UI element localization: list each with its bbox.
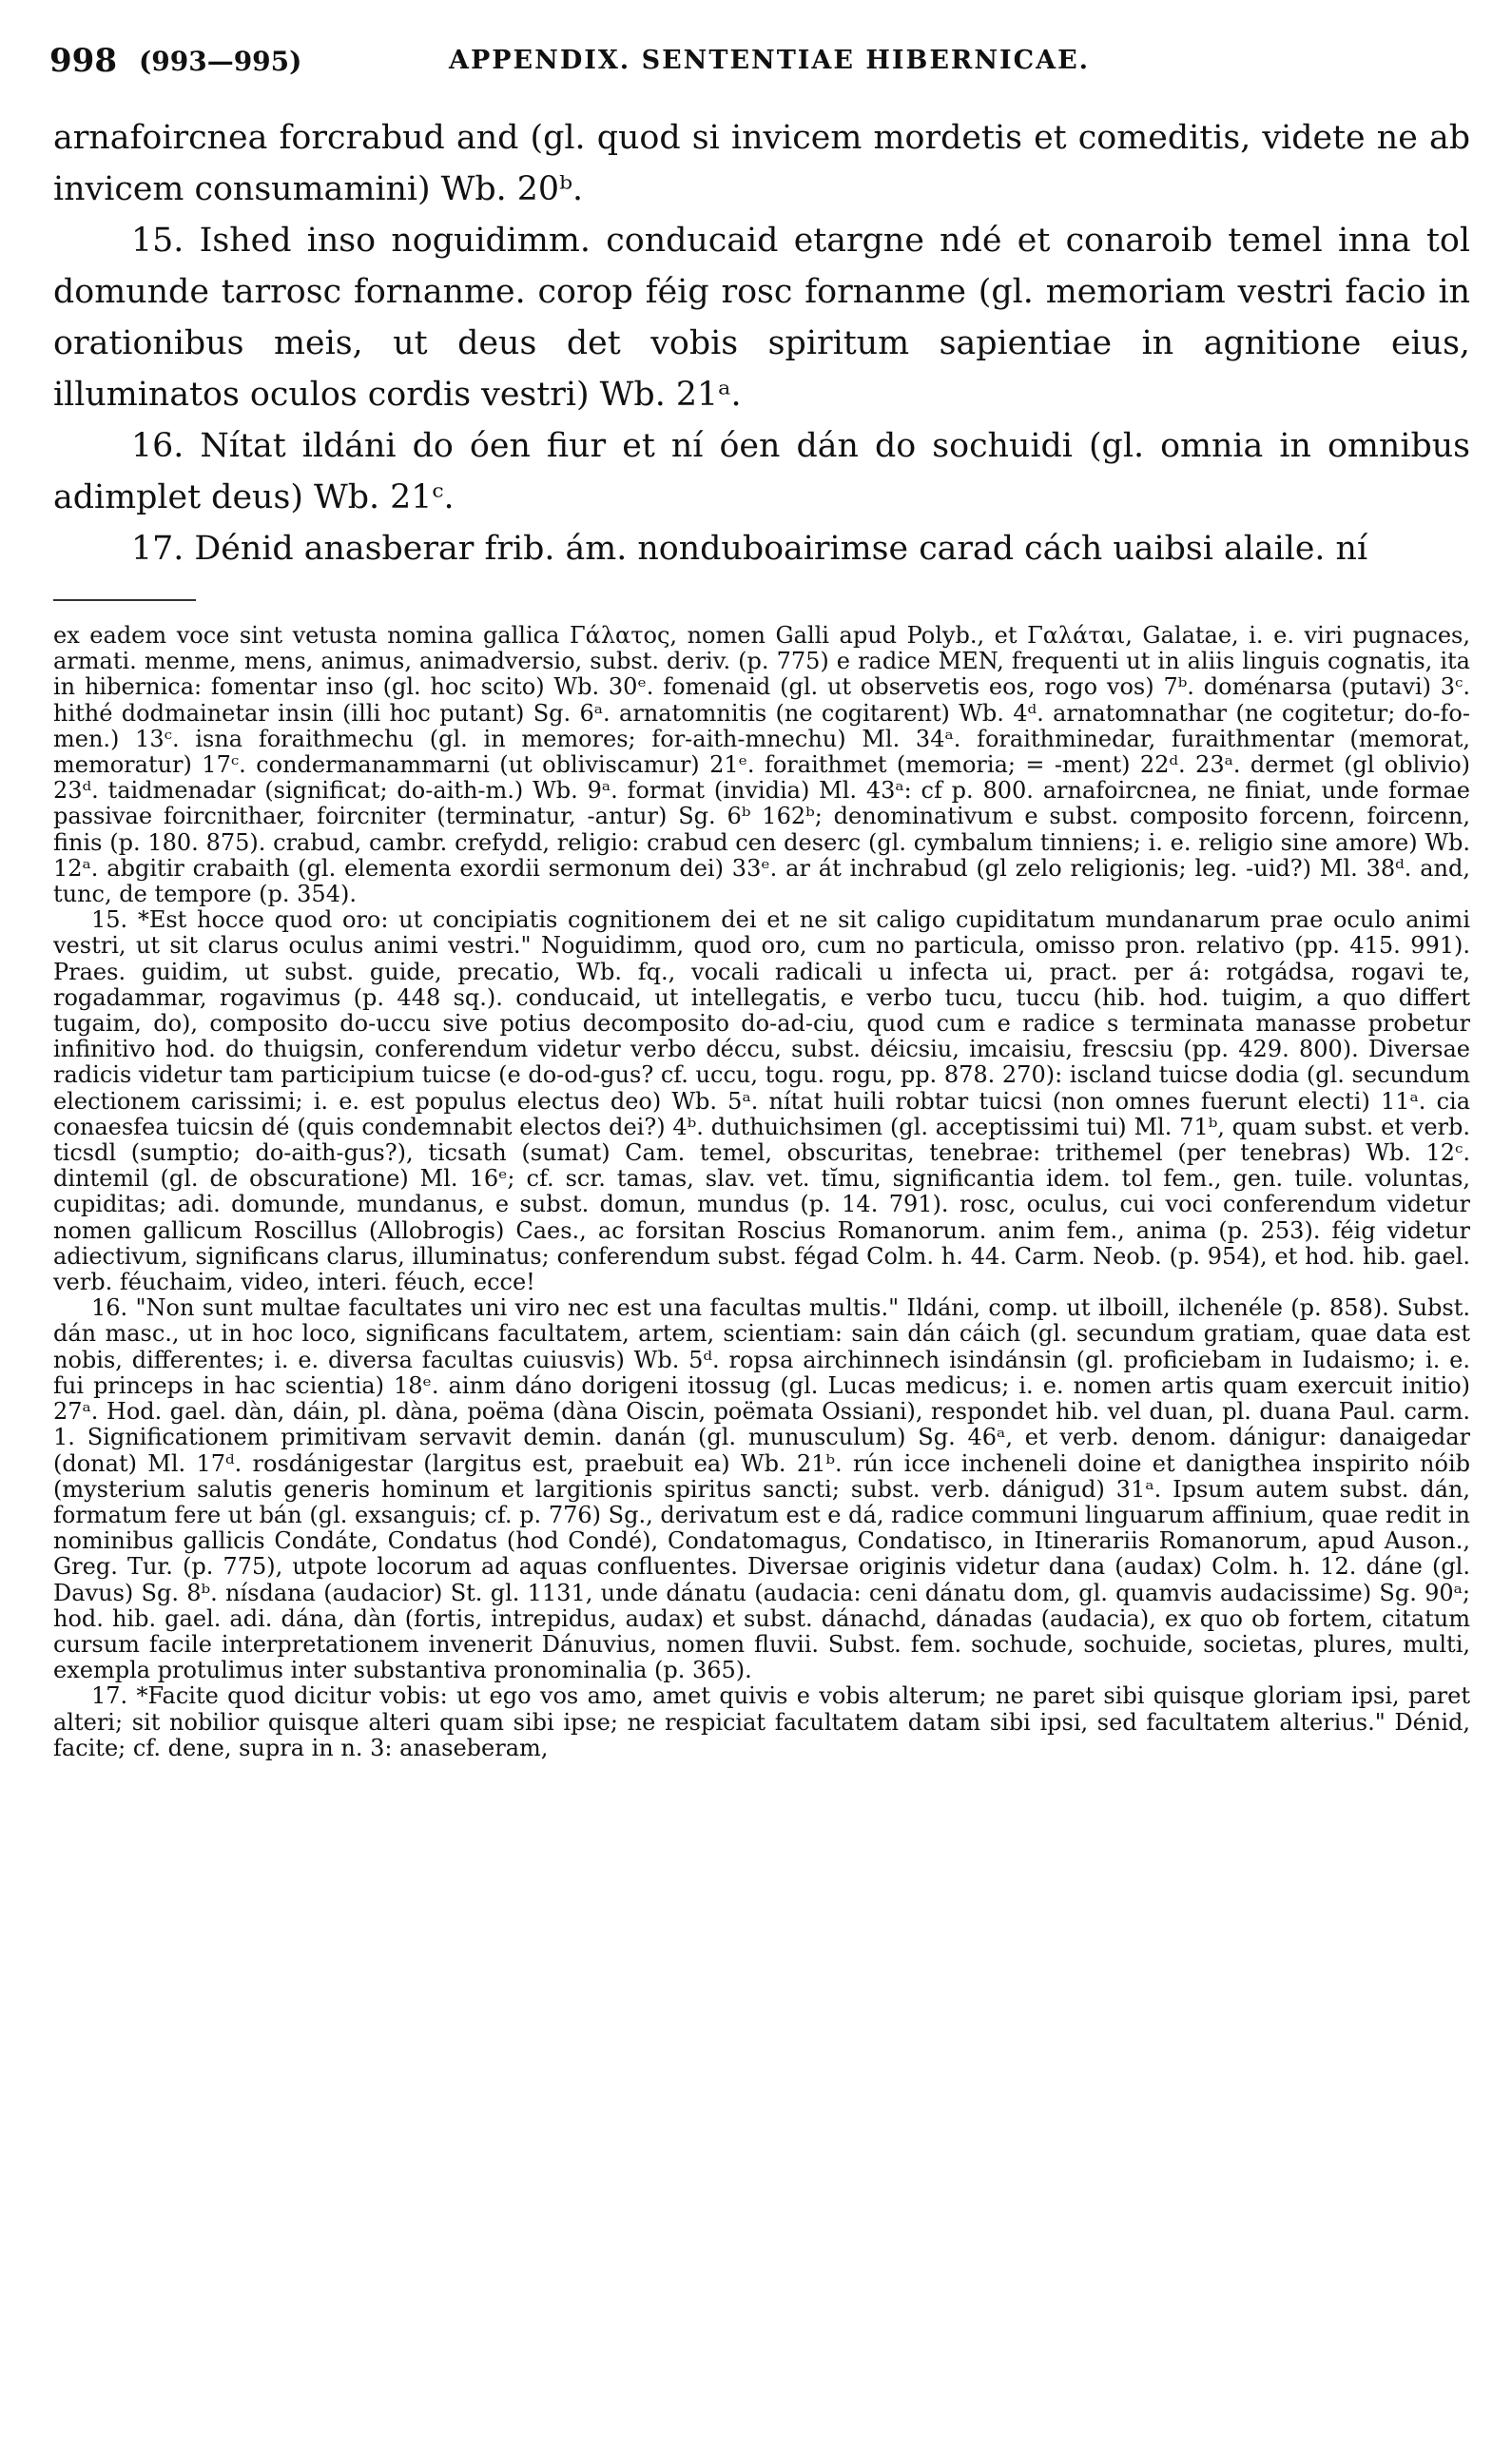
main-paragraph-17: 17. Dénid anasberar frib. ám. nonduboairimse carad cách uaibsi alaile. ní: [131, 530, 1368, 568]
main-paragraph-15: 15. Ished inso noguidimm. conducaid etargne ndé et conaroib temel inna tol domunde tarrosc fornanme. corop féig rosc fornanme (gl. memoriam vestri facio in orationibus meis, ut deus det vobis spiritum sapientiae in agnitione eius, illuminatos oculos cordis vestri) Wb. 21ᵃ.: [53, 222, 1470, 414]
page-header: [49, 42, 1476, 89]
note-15: 15. *Est hocce quod oro: ut concipiatis cognitionem dei et ne sit caligo cupiditatum mundanarum prae oculo animi vestri, ut sit clarus oculus animi vestri." Noguidimm, quod oro, cum no particula, omisso pron. relativo (pp. 415. 991). Praes. guidim, ut subst. guide, precatio, Wb. fq., vocali radicali u infecta ui, pract. per á: rotgádsa, rogavi te, rogadammar, rogavimus (p. 448 sq.). conducaid, ut intellegatis, e verbo tucu, tuccu (hib. hod. tuigim, a quo differt tugaim, do), composito do-uccu sive potius decomposito do-ad-ciu, quod cum e radice s terminata manasse probetur infinitivo hod. do thuigsin, conferendum videtur verbo déccu, subst. déicsiu, imcaisiu, frescsiu (pp. 429. 800). Diversae radicis videtur tam participium tuicse (e do-od-gus? cf. uccu, togu. rogu, pp. 878. 270): iscland tuicse dodia (gl. secundum electionem carissimi; i. e. est populus electus deo) Wb. 5ᵃ. nítat huili robtar tuicsi (non omnes fuerunt electi) 11ᵃ. cia conaesfea tuicsin dé (quis condemnabit electos dei?) 4ᵇ. duthuichsimen (gl. acceptissimi tui) Ml. 71ᵇ, quam subst. et verb. ticsdl (sumptio; do-aith-gus?), ticsath (sumat) Cam. temel, obscuritas, tenebrae: trithemel (per tenebras) Wb. 12ᶜ. dintemil (gl. de obscuratione) Ml. 16ᵉ; cf. scr. tamas, slav. vet. tĭmu, significantia idem. tol fem., gen. tuile. voluntas, cupiditas; adi. domunde, mundanus, e subst. domun, mundus (p. 14. 791). rosc, oculus, cui voci conferendum videtur nomen gallicum Roscillus (Allobrogis) Caes., ac forsitan Roscius Romanorum. anim fem., anima (p. 253). féig videtur adiectivum, significans clarus, illuminatus; conferendum subst. fégad Colm. h. 44. Carm. Neob. (p. 954), et hod. hib. gael. verb. féuchaim, video, interi. féuch, ecce!: [53, 906, 1470, 1296]
footnotes: [53, 623, 1470, 1761]
main-text: [53, 112, 1470, 574]
note-continuation: ex eadem voce sint vetusta nomina gallica Γάλατος, nomen Galli apud Polyb., et Γαλάται, Galatae, i. e. viri pugnaces, armati. menme, mens, animus, animadversio, subst. deriv. (p. 775) e radice MEN, frequenti ut in aliis linguis cognatis, ita in hibernica: fomentar inso (gl. hoc scito) Wb. 30ᵉ. fomenaid (gl. ut observetis eos, rogo vos) 7ᵇ. doménarsa (putavi) 3ᶜ. hithé dodmainetar insin (illi hoc putant) Sg. 6ᵃ. arnatomnitis (ne cogitarent) Wb. 4ᵈ. arnatomnathar (ne cogitetur; do-fo-men.) 13ᶜ. isna foraithmechu (gl. in memores; for-aith-mnechu) Ml. 34ᵃ. foraithminedar, furaithmentar (memorat, memoratur) 17ᶜ. condermanammarni (ut obliviscamur) 21ᵉ. foraithmet (memoria; = -ment) 22ᵈ. 23ᵃ. dermet (gl oblivio) 23ᵈ. taidmenadar (significat; do-aith-m.) Wb. 9ᵃ. format (invidia) Ml. 43ᵃ: cf p. 800. arnafoircnea, ne finiat, unde formae passivae foircnithaer, foircniter (terminatur, -antur) Sg. 6ᵇ 162ᵇ; denominativum e subst. composito forcenn, foircenn, finis (p. 180. 875). crabud, cambr. crefydd, religio: crabud cen deserc (gl. cymbalum tinniens; i. e. religio sine amore) Wb. 12ᵃ. abgitir crabaith (gl. elementa exordii sermonum dei) 33ᵉ. ar át inchrabud (gl zelo religionis; leg. -uid?) Ml. 38ᵈ. and, tunc, de tempore (p. 354).: [53, 622, 1470, 908]
note-16: 16. "Non sunt multae facultates uni viro nec est una facultas multis." Ildáni, comp. ut ilboill, ilchenéle (p. 858). Subst. dán masc., ut in hoc loco, significans facultatem, artem, scientiam: sain dán cáich (gl. secundum gratiam, quae data est nobis, differentes; i. e. diversa facultas cuiusvis) Wb. 5ᵈ. ropsa airchinnech isindánsin (gl. proficiebam in Iudaismo; i. e. fui princeps in hac scientia) 18ᵉ. ainm dáno dorigeni itossug (gl. Lucas medicus; i. e. nomen artis quam exercuit initio) 27ᵃ. Hod. gael. dàn, dáin, pl. dàna, poëma (dàna Oiscin, poëmata Ossiani), respondet hib. vel duan, pl. duana Paul. carm. 1. Significationem primitivam servavit demin. danán (gl. munusculum) Sg. 46ᵃ, et verb. denom. dánigur: danaigedar (donat) Ml. 17ᵈ. rosdánigestar (largitus est, praebuit ea) Wb. 21ᵇ. rún icce incheneli doine et danigthea inspirito nóib (mysterium salutis generis hominum et largitionis spiritus sancti; subst. verb. dánigud) 31ᵃ. Ipsum autem subst. dán, formatum fere ut bán (gl. exsanguis; cf. p. 776) Sg., derivatum est e dá, radice communi linguarum affinium, quae redit in nominibus gallicis Condáte, Condatus (hod Condé), Condatomagus, Condatisco, in Itinerariis Romanorum, apud Auson., Greg. Tur. (p. 775), utpote locorum ad aquas confluentes. Diversae originis videtur dana (audax) Colm. h. 12. dáne (gl. Davus) Sg. 8ᵇ. nísdana (audacior) St. gl. 1131, unde dánatu (audacia: ceni dánatu dom, gl. quamvis audacissime) Sg. 90ᵃ; hod. hib. gael. adi. dána, dàn (fortis, intrepidus, audax) et subst. dánachd, dánadas (audacia), ex quo ob fortem, citatum cursum facile interpretationem invenerit Dánuvius, nomen fluvii. Subst. fem. sochude, sochuide, societas, plures, multi, exempla protulimus inter substantiva pronominalia (p. 365).: [53, 1294, 1470, 1684]
note-17: 17. *Facite quod dicitur vobis: ut ego vos amo, amet quivis e vobis alterum; ne paret sibi quisque gloriam ipsi, paret alteri; sit nobilior quisque alteri quam sibi ipse; ne respiciat facultatem datam sibi ipsi, sed facultatem alterius." Dénid, facite; cf. dene, supra in n. 3: anaseberam,: [53, 1682, 1470, 1761]
running-head: APPENDIX. SENTENTIAE HIBERNICAE.: [449, 46, 1091, 75]
main-paragraph-16: 16. Nítat ildáni do óen fiur et ní óen dán do sochuidi (gl. omnia in omnibus adimplet deus) Wb. 21ᶜ.: [53, 427, 1470, 516]
page-range: (993—995): [139, 46, 302, 77]
page-number: 998: [49, 42, 117, 80]
footnote-rule: [53, 599, 196, 601]
main-paragraph-continuation: arnafoircnea forcrabud and (gl. quod si invicem mordetis et comeditis, videte ne ab invicem consumamini) Wb. 20ᵇ.: [53, 119, 1470, 208]
